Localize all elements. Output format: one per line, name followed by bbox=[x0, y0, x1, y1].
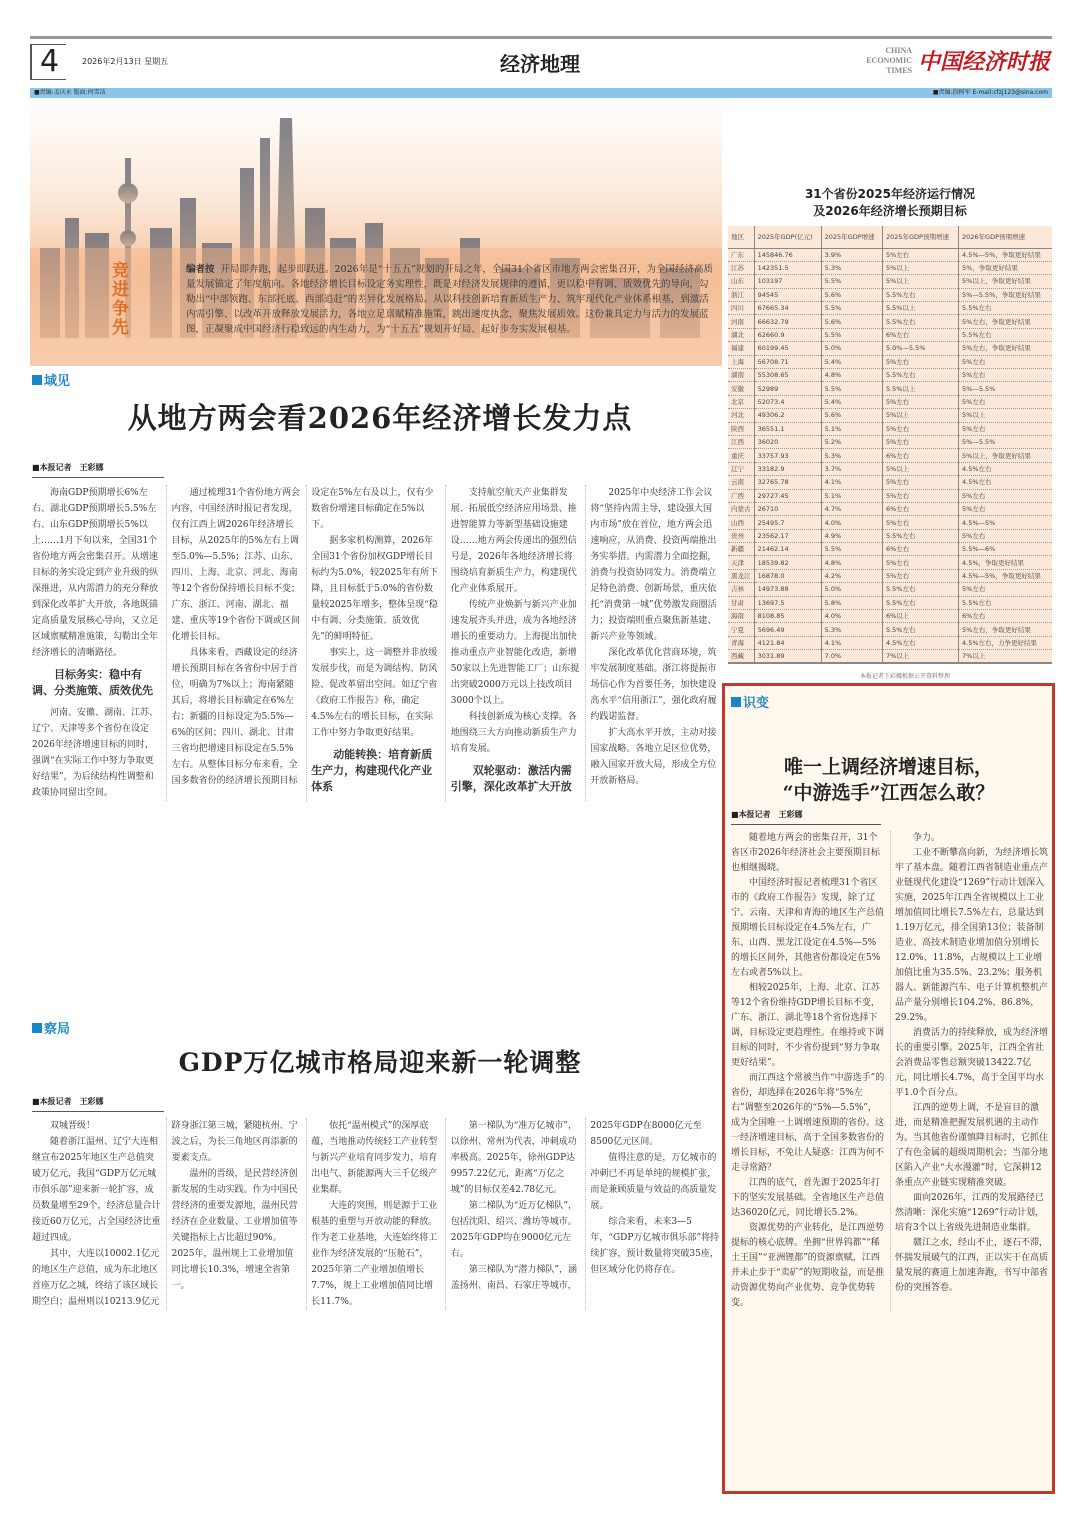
table-cell: 103197 bbox=[754, 275, 821, 288]
table-cell: 5.5%左右 bbox=[959, 328, 1052, 341]
hero-vertical-title: 竞进争先 bbox=[112, 261, 129, 338]
table-cell: 16878.0 bbox=[754, 569, 821, 582]
table-cell: 4.1% bbox=[821, 476, 882, 489]
table-cell: 5.5%左右 bbox=[882, 369, 958, 382]
table-cell: 云南 bbox=[728, 476, 754, 489]
paragraph: 扩大高水平开放，主动对接国家战略。各地立足区位优势，融入国家开放大局，形成全方位开放新格局。 bbox=[590, 728, 717, 786]
table-row bbox=[728, 422, 1052, 435]
subheading: 动能转换：培育新质生产力，构建现代化产业体系 bbox=[311, 748, 433, 793]
table-cell: 内蒙古 bbox=[728, 502, 754, 515]
table-cell: 天津 bbox=[728, 556, 754, 569]
table-cell: 32765.78 bbox=[754, 476, 821, 489]
table-row bbox=[728, 369, 1052, 382]
table-row bbox=[728, 409, 1052, 422]
paragraph: 相较2025年，上海、北京、江苏等12个省份维持GDP增长目标不变，广东、浙江、湖北等18个省份选择下调，目标设定更趋理性。在维持或下调目标的同时，不少省份提到“努力争取更好结果”。 bbox=[731, 983, 885, 1068]
table-row bbox=[728, 288, 1052, 301]
paragraph: 随着地方两会的密集召开，31个省区市2026年经济社会主要预期目标也相继揭晓。 bbox=[731, 833, 880, 873]
table-cell: 重庆 bbox=[728, 449, 754, 462]
section-title: 经济地理 bbox=[500, 52, 580, 76]
table-cell: 4.5%左右 bbox=[882, 636, 958, 649]
paragraph: 第一梯队为“准万亿城市”，以徐州、常州为代表，冲刺成功率极高。2025年，徐州GDP达9957.22亿元，距离“万亿之城”的目标仅差42.78亿元。 bbox=[450, 1121, 577, 1195]
paragraph: 消费活力的持续释放，成为经济增长的重要引擎。2025年，江西全省社会消费品零售总额突破13422.7亿元，同比增长4.7%，高于全国平均水平1.0个百分点。 bbox=[895, 1028, 1049, 1098]
table-cell: 安徽 bbox=[728, 382, 754, 395]
paragraph: 赣江之水，经山不止，逐石不滞，怀揣发展破气的江西，正以实干在高质量发展的赛道上加速奔跑，书写中部省份的突围答卷。 bbox=[895, 1238, 1049, 1293]
table-cell: 4.8% bbox=[821, 556, 882, 569]
paragraph: 资源优势的产业转化，是江西逆势提标的核心底牌。坐拥“世界钨都”“稀土王国”“亚洲锂都”的资源禀赋，江西并未止步于“卖矿”的短期收益，而是推动资源优势向产业优势、竞争优势转变。 bbox=[731, 1223, 885, 1308]
paragraph: 其中，大连以10002.1亿元的地区生产总值，成为东北地区首座万亿之城，终结了该区域长期空白；温州则以10213.9亿元跻身浙江第三城，紧随杭州、宁波之后，为长三角地区再添新的要素支点。 bbox=[32, 1121, 298, 1307]
column-header: 2026年GDP预期增速 bbox=[959, 226, 1052, 248]
table-cell: 辽宁 bbox=[728, 462, 754, 475]
table-cell: 5%，争取更好结果 bbox=[959, 261, 1052, 274]
table-row bbox=[728, 248, 1052, 261]
table-row bbox=[728, 569, 1052, 582]
table-cell: 海南 bbox=[728, 610, 754, 623]
table-cell: 5%以上 bbox=[882, 409, 958, 422]
table-cell: 福建 bbox=[728, 342, 754, 355]
paragraph: 中国经济时报记者梳理31个省区市的《政府工作报告》发现，除了辽宁、云南、天津和青海的地区生产总值预期增长目标设定在4.5%左右，广东、山西、黑龙江设定在4.5%—5%的增长区间外，其他省份都设定在5%左右或者5%以上。 bbox=[731, 878, 885, 978]
table-cell: 66632.79 bbox=[754, 315, 821, 328]
article3-headline: 唯一上调经济增速目标， “中游选手”江西怎么敢？ bbox=[782, 756, 995, 804]
table-cell: 5%以上 bbox=[882, 275, 958, 288]
table-cell: 5.6% bbox=[821, 315, 882, 328]
table-row bbox=[728, 489, 1052, 502]
table-cell: 5.3% bbox=[821, 261, 882, 274]
table-cell: 5%左右 bbox=[959, 502, 1052, 515]
table-cell: 6%左右 bbox=[882, 449, 958, 462]
table-cell: 5.5%左右 bbox=[882, 623, 958, 636]
table-cell: 山西 bbox=[728, 516, 754, 529]
table-cell: 广西 bbox=[728, 489, 754, 502]
table-cell: 29727.45 bbox=[754, 489, 821, 502]
kicker-shibian: 识变 bbox=[731, 692, 769, 711]
table-cell: 河北 bbox=[728, 409, 754, 422]
table-cell: 60199.45 bbox=[754, 342, 821, 355]
table-cell: 142351.5 bbox=[754, 261, 821, 274]
table-cell: 5%以上，争取更好结果 bbox=[959, 275, 1052, 288]
kicker-chaju: 察局 bbox=[32, 1018, 70, 1037]
issue-date: 2026年2月13日 星期五 bbox=[82, 57, 169, 66]
table-cell: 33757.93 bbox=[754, 449, 821, 462]
table-title: 31个省份2025年经济运行情况 及2026年经济增长预期目标 bbox=[804, 187, 976, 218]
table-cell: 新疆 bbox=[728, 543, 754, 556]
table-cell: 青海 bbox=[728, 636, 754, 649]
table-cell: 52073.4 bbox=[754, 395, 821, 408]
table-cell: 5%以上 bbox=[959, 409, 1052, 422]
table-cell: 5.6% bbox=[821, 409, 882, 422]
table-cell: 4.5%—5% bbox=[959, 516, 1052, 529]
table-cell: 黑龙江 bbox=[728, 569, 754, 582]
table-cell: 49306.2 bbox=[754, 409, 821, 422]
table-row bbox=[728, 596, 1052, 609]
table-cell: 23562.17 bbox=[754, 529, 821, 542]
paragraph: 争力。 bbox=[913, 833, 941, 843]
table-cell: 5%左右 bbox=[882, 395, 958, 408]
table-row bbox=[728, 328, 1052, 341]
paragraph: 深化改革优化营商环境，筑牢发展制度基础。浙江将提振市场信心作为首要任务，加快建设高水平“信用浙江”，强化政府履约践诺监督。 bbox=[590, 648, 717, 722]
table-cell: 5%左右 bbox=[959, 395, 1052, 408]
table-cell: 3031.89 bbox=[754, 650, 821, 664]
table-cell: 湖北 bbox=[728, 328, 754, 341]
table-cell: 7%以上 bbox=[882, 650, 958, 664]
logo-english: CHINA ECONOMIC TIMES bbox=[866, 46, 912, 75]
article2-byline: ■ 本报记者 王彩娜 bbox=[32, 1096, 164, 1112]
table-cell: 5%左右 bbox=[882, 569, 958, 582]
table-cell: 13697.5 bbox=[754, 596, 821, 609]
table-cell: 62660.9 bbox=[754, 328, 821, 341]
table-row bbox=[728, 623, 1052, 636]
paragraph: 温州的晋级，是民营经济创新发展的生动实践。作为中国民营经济的重要发源地，温州民营经济在企业数量、工业增加值等关键指标上占比超过90%。2025年，温州规上工业增加值同比增长10.3%，增速全省第一。 bbox=[171, 1169, 298, 1291]
table-cell: 4.2% bbox=[821, 569, 882, 582]
table-row bbox=[728, 476, 1052, 489]
table-row bbox=[728, 502, 1052, 515]
paragraph: 具体来看，西藏设定的经济增长预期目标在各省份中居于首位，明确为7%以上；海南紧随其后，将增长目标确定在6%左右；新疆的目标设定为5.5%—6%的区间；四川、湖北、甘肃三省均把增速目标设定在5.5%左右。从整体目标分布来看，全国多数省份的经济增长预期目标设定在5%左右及以上，仅有少数省份增速目标确定在5%以下。 bbox=[171, 488, 434, 786]
table-row bbox=[728, 342, 1052, 355]
table-cell: 贵州 bbox=[728, 529, 754, 542]
article2-body bbox=[32, 1118, 720, 1310]
table-cell: 4.5%，争取更好结果 bbox=[959, 556, 1052, 569]
paragraph: 随着浙江温州、辽宁大连相继宣布2025年地区生产总值突破万亿元，我国“GDP万亿元城市俱乐部”迎来新一轮扩容，成员数量增至29个，经济总量合计接近60万亿元，占全国经济比重超过四成。 bbox=[32, 1137, 161, 1243]
editors-note-label: 编者按 bbox=[186, 264, 215, 275]
paragraph: 海南GDP预期增长6%左右、湖北GDP预期增长5.5%左右、山东GDP预期增长5%以上……1月下旬以来，全国31个省份地方两会密集召开。从增速目标的务实设定到产业升级的纵深推进，从内需潜力的充分释放到深化改革扩大开放，各地既锚定高质量发展核心导向，又立足区域禀赋精准施策，勾勒出全年经济增长的清晰路径。 bbox=[32, 488, 159, 658]
table-cell: 5%以上 bbox=[882, 261, 958, 274]
table-row bbox=[728, 610, 1052, 623]
table-cell: 5.6% bbox=[821, 288, 882, 301]
table-cell: 5.5%—6% bbox=[959, 543, 1052, 556]
table-cell: 5%—5.5% bbox=[959, 435, 1052, 448]
article2-headline: GDP万亿城市格局迎来新一轮调整 bbox=[178, 1048, 582, 1077]
paragraph: 值得注意的是，万亿城市的冲刺已不再是单纯的规模扩张，而是兼顾质量与效益的高质量发展。 bbox=[590, 1153, 717, 1211]
column-header: 2025年GDP(亿元) bbox=[754, 226, 821, 248]
table-cell: 94545 bbox=[754, 288, 821, 301]
table-cell: 3.9% bbox=[821, 248, 882, 261]
table-row bbox=[728, 315, 1052, 328]
paragraph: 而江西这个常被当作“中游选手”的省份，却选择在2026年将“5%左右”调整至2026年的“5%—5.5%”，成为全国唯一上调增速预期的省份。这一经济增速目标，高于全国多数省份的增长目标，不免让人疑惑：江西为何不走寻常路？ bbox=[731, 1073, 885, 1173]
table-row bbox=[728, 462, 1052, 475]
table-cell: 26710 bbox=[754, 502, 821, 515]
table-cell: 上海 bbox=[728, 355, 754, 368]
table-cell: 5%左右 bbox=[882, 422, 958, 435]
kicker-yujian: 域见 bbox=[32, 370, 70, 389]
paragraph: 科技创新成为核心支撑。各地围绕三大方向推动新质生产力培育发展。 bbox=[450, 712, 577, 754]
table-row bbox=[728, 355, 1052, 368]
table-row bbox=[728, 449, 1052, 462]
table-cell: 5.5% bbox=[821, 382, 882, 395]
table-cell: 江苏 bbox=[728, 261, 754, 274]
table-cell: 陕西 bbox=[728, 422, 754, 435]
table-cell: 5%左右 bbox=[882, 489, 958, 502]
table-cell: 江西 bbox=[728, 435, 754, 448]
table-cell: 四川 bbox=[728, 302, 754, 315]
table-cell: 4.7% bbox=[821, 502, 882, 515]
table-row bbox=[728, 395, 1052, 408]
table-row bbox=[728, 516, 1052, 529]
table-cell: 5.5%左右 bbox=[882, 288, 958, 301]
table-cell: 5%以上，争取更好结果 bbox=[959, 449, 1052, 462]
table-cell: 5696.49 bbox=[754, 623, 821, 636]
table-cell: 67665.34 bbox=[754, 302, 821, 315]
table-cell: 5.5% bbox=[821, 328, 882, 341]
table-cell: 5%—5.5%，争取更好结果 bbox=[959, 288, 1052, 301]
table-cell: 3.7% bbox=[821, 462, 882, 475]
table-cell: 36551.1 bbox=[754, 422, 821, 435]
table-cell: 7.0% bbox=[821, 650, 882, 664]
table-cell: 北京 bbox=[728, 395, 754, 408]
table-cell: 宁夏 bbox=[728, 623, 754, 636]
paragraph: 第二梯队为“近万亿梯队”，包括沈阳、绍兴、潍坊等城市。2025年GDP均在9000亿元左右。 bbox=[450, 1201, 577, 1259]
table-cell: 5%—5.5% bbox=[959, 382, 1052, 395]
table-cell: 4.5%左右 bbox=[959, 476, 1052, 489]
table-row bbox=[728, 275, 1052, 288]
table-cell: 14973.88 bbox=[754, 583, 821, 596]
article1-body bbox=[32, 485, 720, 801]
article3-box bbox=[722, 683, 1055, 1494]
paragraph: 事实上，这一调整并非放缓发展步伐，而是为调结构、防风险、促改革留出空间。如辽宁省《政府工作报告》称，确定4.5%左右的增长目标，在实际工作中努力争取更好结果。 bbox=[311, 648, 438, 738]
table-cell: 5.5%以上 bbox=[882, 382, 958, 395]
table-cell: 5.4% bbox=[821, 355, 882, 368]
table-row bbox=[728, 583, 1052, 596]
paragraph: 双城晋级！ bbox=[50, 1121, 96, 1131]
column-header: 地区 bbox=[728, 226, 754, 248]
table-cell: 5%左右，争取更好结果 bbox=[959, 623, 1052, 636]
table-cell: 5.3% bbox=[821, 623, 882, 636]
table-cell: 4121.84 bbox=[754, 636, 821, 649]
table-cell: 55308.65 bbox=[754, 369, 821, 382]
table-cell: 4.1% bbox=[821, 636, 882, 649]
table-cell: 5%以上 bbox=[882, 462, 958, 475]
article3-body bbox=[731, 831, 1049, 1311]
table-cell: 56708.71 bbox=[754, 355, 821, 368]
table-cell: 33182.9 bbox=[754, 462, 821, 475]
editor-bar bbox=[30, 88, 1052, 98]
table-cell: 5.1% bbox=[821, 422, 882, 435]
table-cell: 山东 bbox=[728, 275, 754, 288]
table-cell: 18539.82 bbox=[754, 556, 821, 569]
table-cell: 5.5%左右 bbox=[882, 596, 958, 609]
table-cell: 5%左右 bbox=[882, 435, 958, 448]
table-row bbox=[728, 650, 1052, 664]
table-cell: 36020 bbox=[754, 435, 821, 448]
table-cell: 5.0% bbox=[821, 342, 882, 355]
table-cell: 浙江 bbox=[728, 288, 754, 301]
subheading: 目标务实：稳中有调、分类施策、质效优先 bbox=[32, 668, 153, 697]
paragraph: 2025年中央经济工作会议将“坚持内需主导，建设强大国内市场”放在首位，地方两会迅速响应，从消费、投资两端推出务实举措。内需潜力全面挖掘，消费与投资协同发力。消费端立足特色消费、创新场景，重庆依托“消费第一城”优势激发商圈活力；投资端则重点聚焦新基建、新兴产业等领域。 bbox=[590, 488, 717, 642]
editor-left: ■责编:孟庆永 版面:何雪洁 bbox=[34, 89, 106, 96]
table-cell: 5.5%左右 bbox=[882, 583, 958, 596]
table-cell: 6%左右 bbox=[882, 543, 958, 556]
table-cell: 5%左右 bbox=[882, 355, 958, 368]
table-cell: 河南 bbox=[728, 315, 754, 328]
paragraph: 传统产业焕新与新兴产业加速发展齐头并进，成为各地经济增长的重要动力。上海提出加快推动重点产业智能化改造，新增50家以上先进智能工厂；山东提出突破2000万元以上技改项目3000个以上。 bbox=[450, 600, 580, 706]
table-cell: 5.0%—5.5% bbox=[882, 342, 958, 355]
paragraph: 江西的底气，首先源于2025年打下的坚实发展基础。全省地区生产总值达36020亿元，同比增长5.2%。 bbox=[731, 1178, 885, 1218]
table-cell: 5%左右，争取更好结果 bbox=[959, 342, 1052, 355]
editors-note-text: 开局即奔跑，起步即跃进。2026年是“十五五”规划的开局之年，全国31个省区市地方两会密集召开，为全国经济高质量发展锚定了年度航向。各地经济增长目标设定务实理性，既是对经济发展规律的遵循，更以稳中有调、质效优先的导向，勾勒出“中部领跑、东部托底、西部追赶”的差异化发展格局。从以科技创新培育新质生产力、筑牢现代化产业体系根基，到激活内需引擎、以改革开放释放发展活力，各地立足禀赋精准施策，跳出速度执念，聚焦发展质效。这份兼具定力与活力的发展蓝图，正凝聚成中国经济行稳致远的内生动力，为“十五五”规划开好局、起好步夯实发展根基。 bbox=[186, 264, 713, 335]
table-cell: 5.5%左右 bbox=[882, 529, 958, 542]
table-cell: 4.5%左右，力争更好结果 bbox=[959, 636, 1052, 649]
table-cell: 4.0% bbox=[821, 516, 882, 529]
table-cell: 5.5%左右 bbox=[959, 302, 1052, 315]
paragraph: 据多家机构测算，2026年全国31个省份加权GDP增长目标约为5.0%，较2025年有所下降，且目标低于5.0%的省份数量较2025年增多，整体呈现“稳中有调、分类施策、质效优先”的鲜明特征。 bbox=[311, 536, 438, 642]
paragraph: 工业不断攀高向新，为经济增长筑牢了基本盘。随着江西省制造业重点产业链现代化建设“1269”行动计划深入实施，2025年江西全省规模以上工业增加值同比增长7.5%左右，总量达到1.19万亿元，排全国第13位；装备制造业、高技术制造业增加值分别增长12.0%、11.8%，占规模以上工业增加值比重为35.5%、23.2%；服务机器人、新能源汽车、电子计算机整机产品产量分别增长104.2%、86.8%、29.2%。 bbox=[895, 848, 1049, 1023]
table-cell: 145846.76 bbox=[754, 248, 821, 261]
table-cell: 5%左右 bbox=[882, 248, 958, 261]
paragraph: 通过梳理31个省份地方两会内容，中国经济时报记者发现，仅有江西上调2026年经济增长目标，从2025年的5%左右上调至5.0%—5.5%；江苏、山东、四川、上海、北京、河北、海南等12个省份保持增长目标不变；广东、浙江、河南、湖北、福建、重庆等19个省份下调或区间化增长目标。 bbox=[171, 488, 301, 642]
table-cell: 4.5%—5%，争取更好结果 bbox=[959, 248, 1052, 261]
editor-right: ■责编:段树军 E-mail:cfzj123@sina.com bbox=[932, 89, 1048, 96]
table-cell: 8108.85 bbox=[754, 610, 821, 623]
table-cell: 5%左右 bbox=[882, 516, 958, 529]
table-cell: 6%左右 bbox=[882, 502, 958, 515]
table-row bbox=[728, 529, 1052, 542]
table-cell: 吉林 bbox=[728, 583, 754, 596]
table-cell: 5%左右 bbox=[882, 476, 958, 489]
paragraph: 第三梯队为“潜力梯队”，涵盖扬州、南昌、石家庄等城市，2025年GDP在8000亿元至8500亿元区间。 bbox=[450, 1121, 702, 1291]
article1-headline: 从地方两会看2026年经济增长发力点 bbox=[127, 401, 633, 435]
table-row bbox=[728, 382, 1052, 395]
page-number: 4 bbox=[30, 44, 66, 80]
table-cell: 6%左右 bbox=[882, 328, 958, 341]
table-cell: 4.9% bbox=[821, 529, 882, 542]
table-cell: 25495.7 bbox=[754, 516, 821, 529]
table-cell: 5.0% bbox=[821, 583, 882, 596]
subheading: 双轮驱动：激活内需引擎，深化改革扩大开放 bbox=[450, 764, 572, 793]
table-cell: 5%左右 bbox=[882, 556, 958, 569]
table-cell: 西藏 bbox=[728, 650, 754, 664]
table-cell: 4.5%左右 bbox=[959, 462, 1052, 475]
paragraph: 面向2026年，江西的发展路径已然清晰：深化实施“1269”行动计划，培育3个以上省级先进制造业集群。 bbox=[895, 1193, 1045, 1233]
table-cell: 5%左右 bbox=[959, 369, 1052, 382]
table-row bbox=[728, 302, 1052, 315]
table-cell: 5.5%左右 bbox=[959, 596, 1052, 609]
paragraph: 江西的逆势上调，不是盲目的激进，而是精准把握发展机遇的主动作为。当其他省份谨慎降目标时，它抓住了有色金属的超级周期机会；当部分地区陷入产业“大水漫灌”时，它深耕12条重点产业链实现精准突破。 bbox=[895, 1103, 1049, 1188]
table-cell: 7%以上 bbox=[959, 650, 1052, 664]
newspaper-logo: 中国经济时报 bbox=[918, 49, 1051, 75]
table-cell: 52989 bbox=[754, 382, 821, 395]
table-cell: 5.5% bbox=[821, 275, 882, 288]
table-row bbox=[728, 556, 1052, 569]
table-cell: 5.5%左右 bbox=[882, 315, 958, 328]
table-cell: 5%左右 bbox=[959, 489, 1052, 502]
table-cell: 5.5% bbox=[821, 302, 882, 315]
table-cell: 湖南 bbox=[728, 369, 754, 382]
table-cell: 5.3% bbox=[821, 449, 882, 462]
gdp-table bbox=[728, 226, 1052, 664]
table-cell: 5.8% bbox=[821, 596, 882, 609]
table-cell: 6%左右 bbox=[959, 610, 1052, 623]
column-header: 2025年GDP预期增速 bbox=[882, 226, 958, 248]
paragraph: 支持航空航天产业集群发展、拓展低空经济应用场景、推进智能算力等新型基础设施建设……地方两会传递出的强烈信号是，2026年各地经济增长将围绕培育新质生产力，构建现代化产业体系展开。 bbox=[450, 488, 577, 594]
paragraph: 大连的突围，则是源于工业根基的重塑与开放动能的释放。作为老工业基地，大连始终将工业作为经济发展的“压舱石”，2025年第二产业增加值增长7.7%，规上工业增加值同比增长11.7%。 bbox=[311, 1201, 438, 1307]
top-rule bbox=[30, 36, 1052, 39]
table-row bbox=[728, 261, 1052, 274]
table-cell: 5%左右 bbox=[959, 583, 1052, 596]
table-cell: 5.1% bbox=[821, 489, 882, 502]
paragraph: 河南、安徽、湖南、江苏、辽宁、天津等多个省份在设定2026年经济增速目标的同时，强调“在实际工作中努力争取更好结果”，为后续结构性调整和政策协同留出空间。 bbox=[32, 708, 159, 798]
table-cell: 21462.14 bbox=[754, 543, 821, 556]
editors-note bbox=[186, 262, 716, 337]
table-cell: 4.5%—5%，争取更好结果 bbox=[959, 569, 1052, 582]
article3-byline: ■ 本报记者 王彩娜 bbox=[731, 809, 881, 825]
table-row bbox=[728, 636, 1052, 649]
table-row bbox=[728, 435, 1052, 448]
table-cell: 5.5%以上 bbox=[882, 302, 958, 315]
table-cell: 5%左右 bbox=[959, 355, 1052, 368]
table-cell: 5%左右，争取更好结果 bbox=[959, 315, 1052, 328]
table-cell: 5.5% bbox=[821, 543, 882, 556]
article1-byline: ■ 本报记者 王彩娜 bbox=[32, 462, 164, 478]
column-header: 2025年GDP增速 bbox=[821, 226, 882, 248]
table-cell: 4.8% bbox=[821, 369, 882, 382]
table-cell: 5%左右 bbox=[959, 422, 1052, 435]
table-cell: 甘肃 bbox=[728, 596, 754, 609]
table-cell: 广东 bbox=[728, 248, 754, 261]
paragraph: 依托“温州模式”的深厚底蕴，当地推动传统轻工产业转型与新兴产业培育同步发力，培育出电气、新能源两大三千亿级产业集群。 bbox=[311, 1121, 438, 1195]
table-cell: 5.2% bbox=[821, 435, 882, 448]
table-cell: 4.0% bbox=[821, 610, 882, 623]
table-row bbox=[728, 543, 1052, 556]
paragraph: 综合来看，未来3—5年，“GDP万亿城市俱乐部”将持续扩容，预计数量将突破35座，但区域分化仍将存在。 bbox=[590, 1217, 720, 1275]
table-source: 本报记者王彩娜根据公开资料整理 bbox=[860, 673, 951, 680]
table-cell: 5%左右 bbox=[959, 529, 1052, 542]
table-cell: 6%以上 bbox=[882, 610, 958, 623]
table-cell: 5.4% bbox=[821, 395, 882, 408]
